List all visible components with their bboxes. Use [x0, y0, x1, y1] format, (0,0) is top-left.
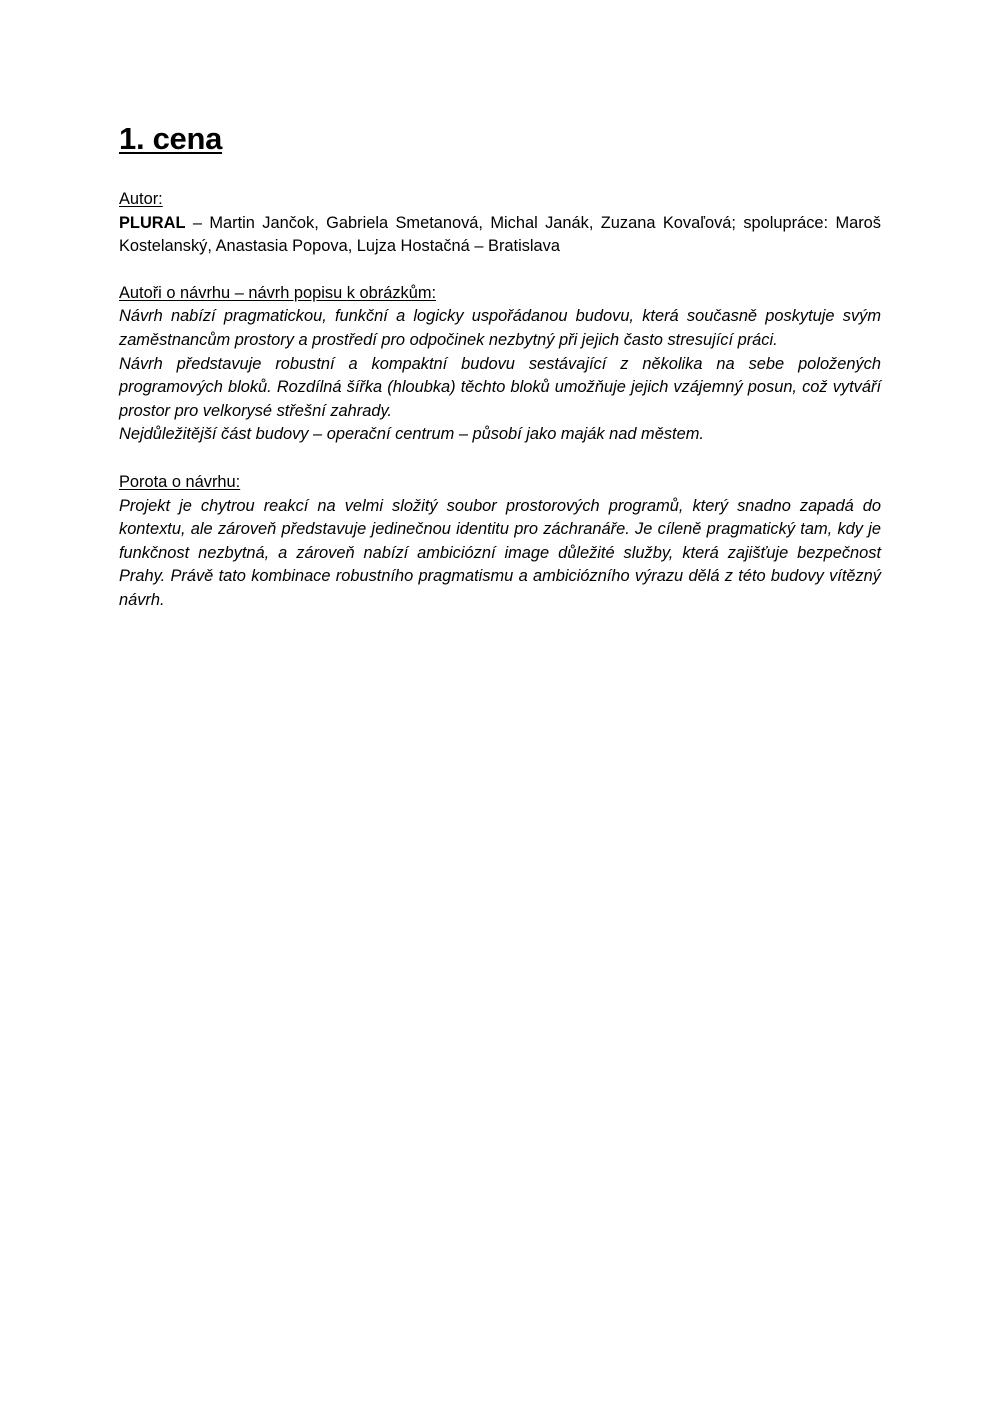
author-heading: Autor:	[119, 190, 163, 208]
document-page	[119, 118, 881, 613]
author-list: – Martin Jančok, Gabriela Smetanová, Michal Janák, Zuzana Kovaľová; spolupráce: Maroš Kostelanský, Anastasia Popova, Lujza Hostačná – Bratislava	[119, 213, 881, 256]
studio-name: PLURAL	[119, 213, 186, 232]
authors-about-paragraph-3: Nejdůležitější část budovy – operační centrum – působí jako maják nad městem.	[119, 425, 704, 444]
authors-about-paragraph-2: Návrh představuje robustní a kompaktní budovu sestávající z několika na sebe položených programových bloků. Rozdílná šířka (hloubka) těchto bloků umožňuje jejich vzájemný posun, což vytváří prostor pro velkorysé střešní zahrady.	[119, 354, 881, 420]
authors-about-paragraph-1: Návrh nabízí pragmatickou, funkční a logicky uspořádanou budovu, která současně poskytuje svým zaměstnancům prostory a prostředí pro odpočinek nezbytný při jejich často stresující práci.	[119, 307, 881, 349]
page-title: 1. cena	[119, 121, 223, 156]
jury-section	[119, 471, 881, 613]
author-section	[119, 188, 881, 259]
authors-about-section	[119, 282, 881, 447]
jury-heading: Porota o návrhu:	[119, 472, 241, 491]
author-text	[119, 212, 881, 259]
jury-text: Projekt je chytrou reakcí na velmi složitý soubor prostorových programů, který snadno zapadá do kontextu, ale zároveň představuje jedinečnou identitu pro záchranáře. Je cíleně pragmatický tam, kdy je funkčnost nezbytná, a zároveň nabízí ambiciózní image důležité služby, která zajišťuje bezpečnost Prahy. Právě tato kombinace robustního pragmatismu a ambiciózního výrazu dělá z této budovy vítězný návrh.	[119, 496, 881, 609]
authors-about-heading: Autoři o návrhu – návrh popisu k obrázkům:	[119, 283, 437, 302]
